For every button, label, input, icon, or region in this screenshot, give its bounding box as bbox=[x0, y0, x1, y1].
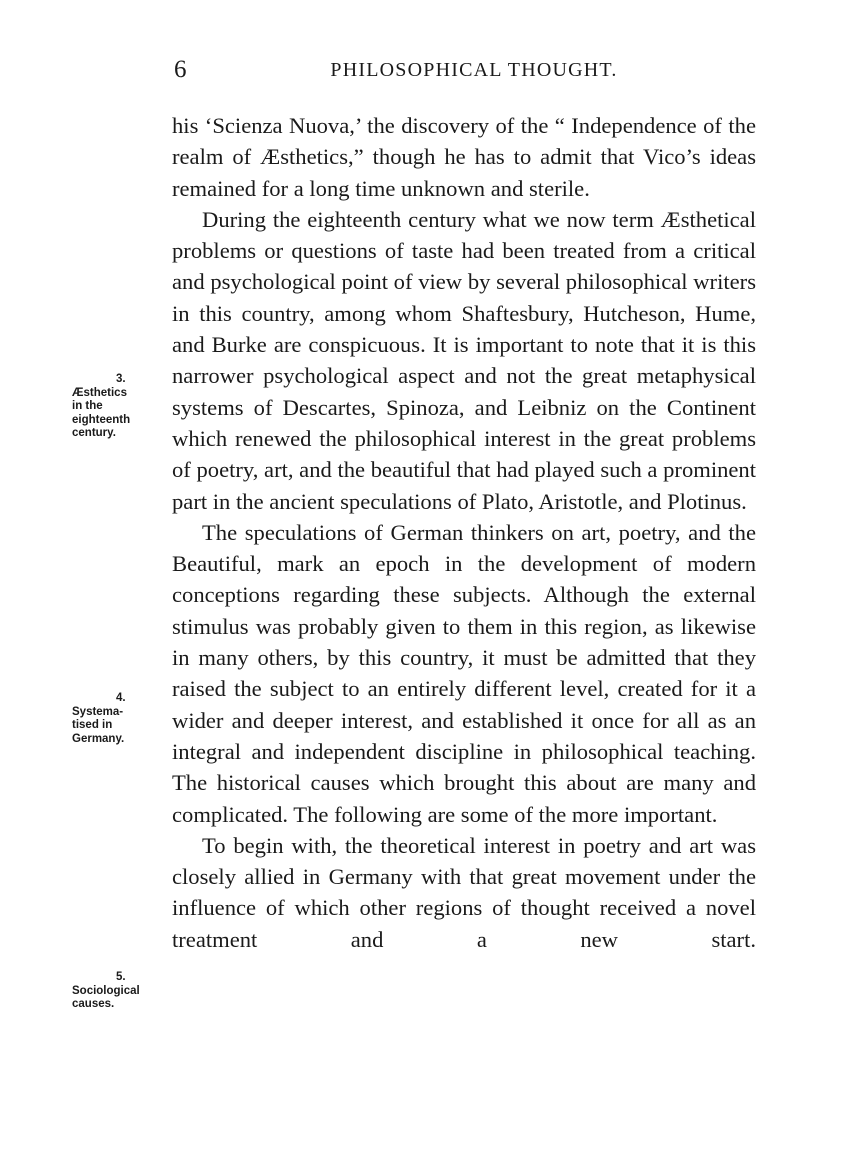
margin-note-systematised-germany bbox=[72, 692, 168, 746]
margin-note-number: 3. bbox=[116, 373, 126, 385]
margin-note-aesthetics-eighteenth-century bbox=[72, 373, 168, 441]
margin-note-label: Sociological causes. bbox=[72, 984, 140, 1010]
margin-note-label: Systema- tised in Germany. bbox=[72, 705, 125, 745]
paragraph-german-thinkers: The speculations of German thinkers on art, poetry, and the Beautiful, mark an epoch in the development of modern conceptions regarding these subjects. Although the external stimulus was probably given to them in this region, as likewise in many others, by this country, it must be admitted that they raised the subject to an entirely different level, created for it a wider and deeper interest, and established it once for all as an integral and independent discipline in philosophical teaching. The historical causes which brought this about are many and complicated. The following are some of the more important. bbox=[172, 519, 756, 827]
page-header bbox=[172, 56, 756, 92]
paragraph-theoretical-interest: To begin with, the theoretical interest in poetry and art was closely allied in Germany with that great movement under the influence of which other regions of thought received a novel treatment and a new start. bbox=[172, 832, 756, 952]
page-number: 6 bbox=[174, 56, 187, 83]
margin-note-number: 4. bbox=[116, 692, 126, 704]
margin-note-sociological-causes bbox=[72, 971, 168, 1012]
paragraph-eighteenth-century: During the eighteenth century what we now term Æsthetical problems or questions of taste had been treated from a critical and psychological point of view by several philosophical writers in this country, among whom Shaftesbury, Hutcheson, Hume, and Burke are conspicuous. It is important to note that it is this narrower psychological aspect and not the great metaphysical systems of Descartes, Spinoza, and Leibniz on the Continent which renewed the philosophical interest in the great problems of poetry, art, and the beautiful that had played such a prominent part in the ancient speculations of Plato, Aristotle, and Plotinus. bbox=[172, 206, 756, 514]
paragraph-vico: his ‘Scienza Nuova,’ the discovery of the “ Independence of the realm of Æsthetics,” though he has to admit that Vico’s ideas remained for a long time unknown and sterile. bbox=[172, 113, 756, 201]
running-head: PHILOSOPHICAL THOUGHT. bbox=[330, 59, 618, 81]
margin-note-label: Æsthetics in the eighteenth century. bbox=[72, 386, 131, 439]
body-text bbox=[172, 110, 756, 955]
margin-note-number: 5. bbox=[116, 971, 126, 983]
